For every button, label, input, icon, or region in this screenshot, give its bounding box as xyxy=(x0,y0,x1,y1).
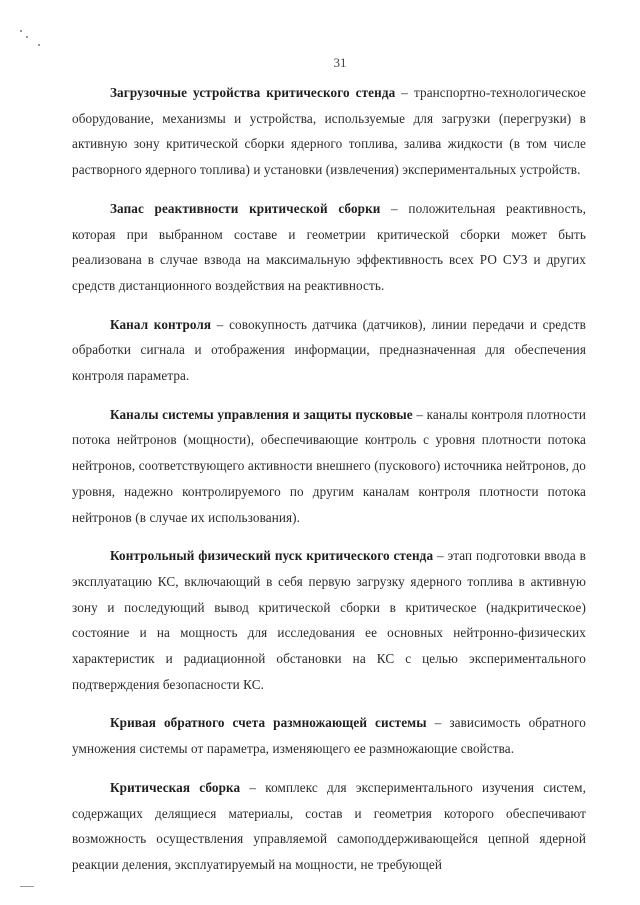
definition-text: – положительная реактивность, которая при выбранном составе и геометрии критической сборки может быть реализована в случае взвода на максимальную эффективность всех РО СУЗ и других средств дистанционного воздействия на реактивность. xyxy=(72,200,586,293)
definition-paragraph xyxy=(72,775,586,878)
definition-term: Каналы системы управления и защиты пусковые xyxy=(110,406,413,422)
definition-term: Канал контроля xyxy=(110,316,212,332)
scan-artifact xyxy=(20,886,34,887)
scan-dot xyxy=(38,44,40,46)
definition-paragraph xyxy=(72,402,586,531)
definition-text: – транспортно-технологическое оборудование, механизмы и устройства, используемые для загрузки (перегрузки) в активную зону критической сборки ядерного топлива, залива жидкости (в том числе растворного ядерного топлива) и установки (извлечения) экспериментальных устройств. xyxy=(72,85,587,178)
definition-term: Загрузочные устройства критического стенда xyxy=(110,85,396,100)
definition-paragraph xyxy=(72,80,586,183)
definition-text: – совокупность датчика (датчиков), линии передачи и средств обработки сигнала и отображения информации, предназначенная для обеспечения контроля параметра. xyxy=(72,316,586,384)
definition-paragraph xyxy=(72,543,586,697)
document-body xyxy=(72,80,586,878)
definition-term: Запас реактивности критической сборки xyxy=(110,200,381,216)
definition-paragraph xyxy=(72,710,586,761)
definition-term: Кривая обратного счета размножающей системы xyxy=(110,715,427,731)
page-number: 31 xyxy=(333,55,347,70)
definition-text: – каналы контроля плотности потока нейтронов (мощности), обеспечивающие контроль с уровня плотности потока нейтронов, соответствующего активности внешнего (пускового) источника нейтронов, до уровня, надежно контролируемого по другим каналам контроля плотности потока нейтронов (в случае их использования). xyxy=(72,406,586,525)
definition-term: Критическая сборка xyxy=(110,779,241,795)
definition-text: – этап подготовки ввода в эксплуатацию КС, включающий в себя первую загрузку ядерного топлива в активную зону и последующий вывод критической сборки в критическое (надкритическое) состояние и на мощность для исследования ее основных нейтронно-физических характеристик и радиационной обстановки на КС с целью экспериментального подтверждения безопасности КС. xyxy=(72,548,586,692)
definition-text: – комплекс для экспериментального изучения систем, содержащих делящиеся материалы, состав и геометрия которого обеспечивают возможность осуществления управляемой самоподдерживающейся цепной ядерной реакции деления, эксплуатируемый на мощности, не требующей xyxy=(72,779,586,872)
scan-dot xyxy=(26,36,28,38)
definition-text: – зависимость обратного умножения системы от параметра, изменяющего ее размножающие свойства. xyxy=(72,715,586,757)
definition-paragraph xyxy=(72,312,586,389)
definition-paragraph xyxy=(72,196,586,299)
scan-dot xyxy=(20,30,22,32)
definition-term: Контрольный физический пуск критического стенда xyxy=(110,548,434,564)
